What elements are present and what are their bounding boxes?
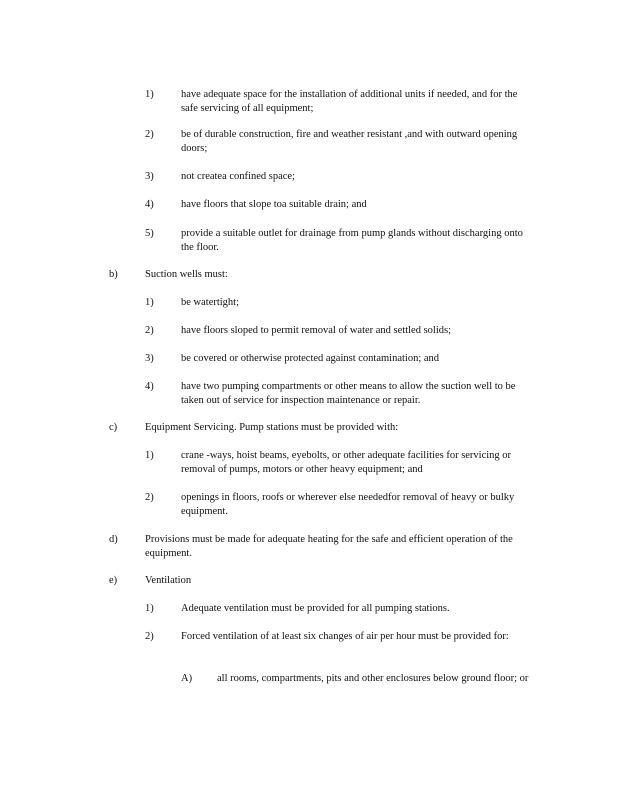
- list-item-text: have adequate space for the installation of additional units if needed, and for the safe servicing of all equipment;: [181, 89, 518, 114]
- list-marker: 1): [145, 297, 154, 308]
- list-item-text: be of durable construction, fire and weather resistant ,and with outward opening doors;: [181, 129, 518, 154]
- list-item-text: Forced ventilation of at least six changes of air per hour must be provided for:: [181, 631, 509, 642]
- section-text: Equipment Servicing. Pump stations must be provided with:: [145, 422, 399, 433]
- section-marker: e): [109, 575, 118, 586]
- list-item-text: have floors sloped to permit removal of water and settled solids;: [181, 325, 452, 336]
- list-item-text: have floors that slope toa suitable drain; and: [181, 199, 367, 210]
- sub-list-item-text: all rooms, compartments, pits and other enclosures below ground floor; or: [217, 673, 529, 684]
- list-item-text: be covered or otherwise protected against contamination; and: [181, 353, 440, 364]
- list-marker: 5): [145, 228, 154, 239]
- list-marker: 4): [145, 199, 154, 210]
- list-item-text: Adequate ventilation must be provided for all pumping stations.: [181, 603, 450, 614]
- section-marker: b): [109, 269, 118, 280]
- list-marker: 3): [145, 171, 154, 182]
- list-marker: 2): [145, 129, 154, 140]
- list-marker: 3): [145, 353, 154, 364]
- list-marker: 1): [145, 603, 154, 614]
- section-text: Ventilation: [145, 575, 192, 586]
- list-item-text: not createa confined space;: [181, 171, 295, 182]
- list-marker: 4): [145, 381, 154, 392]
- section-marker: d): [109, 534, 118, 545]
- sub-list-marker: A): [181, 673, 193, 684]
- section-marker: c): [109, 422, 118, 433]
- list-item-text: provide a suitable outlet for drainage from pump glands without discharging onto the floor.: [181, 228, 523, 253]
- section-text: Provisions must be made for adequate heating for the safe and efficient operation of the equipment.: [145, 534, 513, 559]
- list-marker: 1): [145, 89, 154, 100]
- list-item-text: have two pumping compartments or other means to allow the suction well to be taken out of service for inspection maintenance or repair.: [181, 381, 516, 406]
- list-item-text: crane -ways, hoist beams, eyebolts, or other adequate facilities for servicing or removal of pumps, motors or other heavy equipment; and: [181, 450, 512, 475]
- section-text: Suction wells must:: [145, 269, 228, 280]
- list-item-text: be watertight;: [181, 297, 240, 308]
- list-marker: 2): [145, 492, 154, 503]
- list-marker: 1): [145, 450, 154, 461]
- list-marker: 2): [145, 325, 154, 336]
- list-marker: 2): [145, 631, 154, 642]
- list-item-text: openings in floors, roofs or wherever else neededfor removal of heavy or bulky equipment.: [181, 492, 515, 517]
